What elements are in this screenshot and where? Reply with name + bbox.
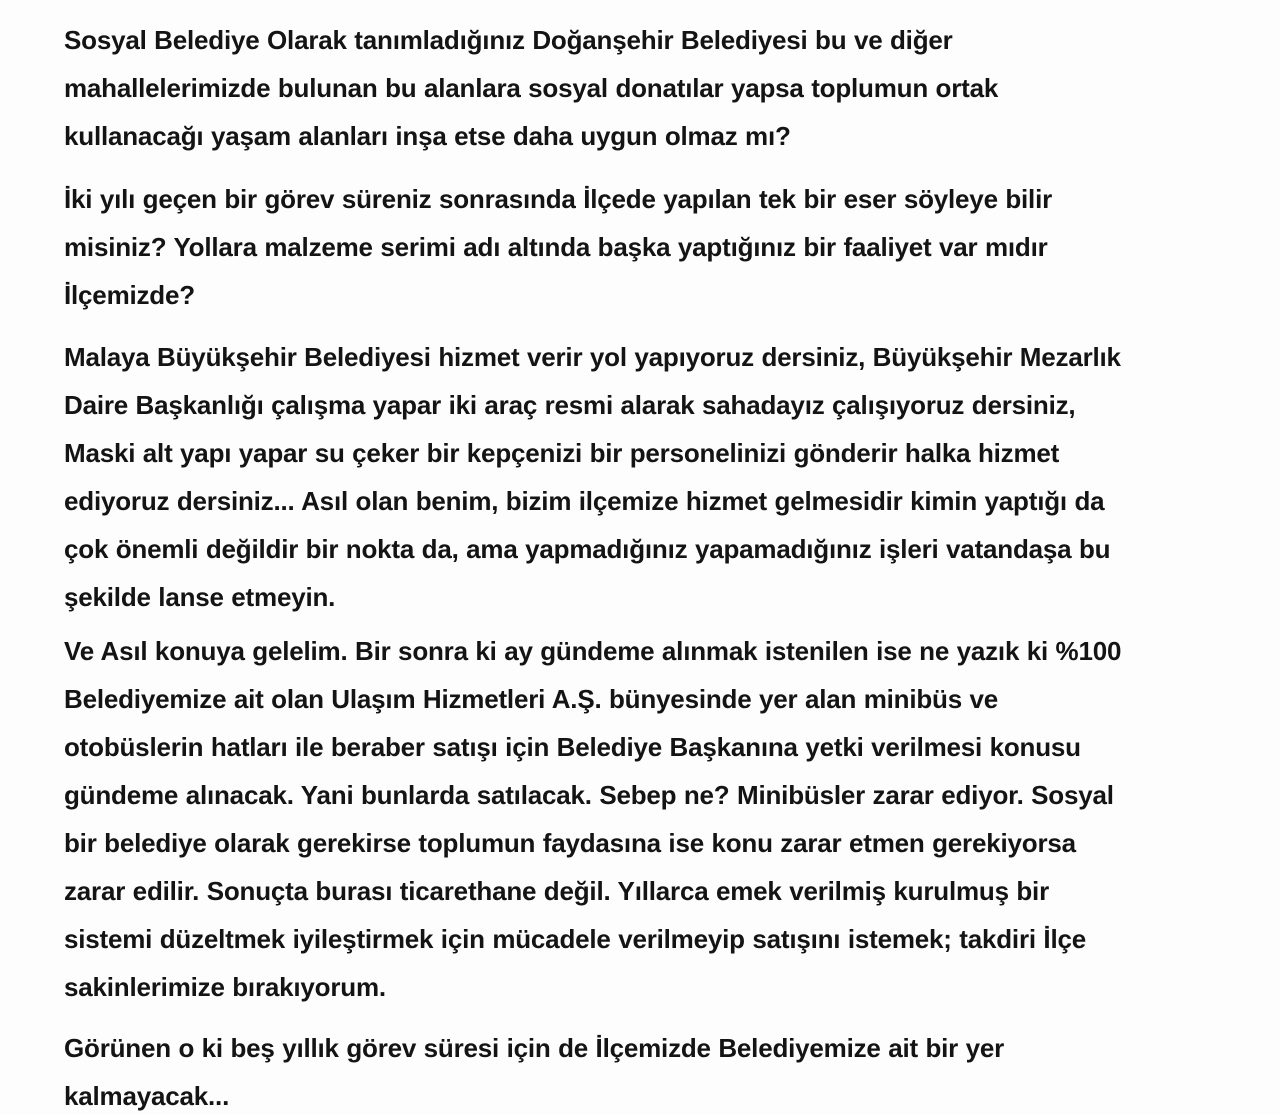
text-line: Belediyemize ait olan Ulaşım Hizmetleri A.Ş. bünyesinde yer alan minibüs ve: [64, 684, 999, 714]
paragraph-conclusion: [64, 1024, 1004, 1120]
text-line: gündeme alınacak. Yani bunlarda satılacak. Sebep ne? Minibüsler zarar ediyor. Sosyal: [64, 780, 1114, 810]
text-line: çok önemli değildir bir nokta da, ama yapmadığınız yapamadığınız işleri vatandaşa bu: [64, 534, 1111, 564]
text-line: sakinlerimize bırakıyorum.: [64, 972, 386, 1002]
paragraph-social-municipality: [64, 16, 998, 160]
text-line: Ve Asıl konuya gelelim. Bir sonra ki ay gündeme alınmak istenilen ise ne yazık ki %100: [64, 636, 1122, 666]
text-line: otobüslerin hatları ile beraber satışı için Belediye Başkanına yetki verilmesi konusu: [64, 732, 1081, 762]
text-line: kalmayacak...: [64, 1081, 230, 1111]
text-line: Görünen o ki beş yıllık görev süresi için de İlçemizde Belediyemize ait bir yer: [64, 1033, 1005, 1063]
text-line: misiniz? Yollara malzeme serimi adı altında başka yaptığınız bir faaliyet var mıdır: [64, 232, 1048, 262]
paragraph-two-year-term: [64, 175, 1052, 319]
paragraph-metropolitan-services: [64, 333, 1121, 621]
paragraph-transport-sale: [64, 627, 1121, 1011]
text-line: İlçemizde?: [64, 280, 195, 310]
text-line: İki yılı geçen bir görev süreniz sonrasında İlçede yapılan tek bir eser söyleye bilir: [64, 184, 1053, 214]
text-line: Daire Başkanlığı çalışma yapar iki araç resmi alarak sahadayız çalışıyoruz dersiniz,: [64, 390, 1076, 420]
text-line: kullanacağı yaşam alanları inşa etse daha uygun olmaz mı?: [64, 121, 791, 151]
text-line: sistemi düzeltmek iyileştirmek için mücadele verilmeyip satışını istemek; takdiri İlçe: [64, 924, 1086, 954]
text-line: Maski alt yapı yapar su çeker bir kepçenizi bir personelinizi gönderir halka hizmet: [64, 438, 1060, 468]
text-line: zarar edilir. Sonuçta burası ticarethane değil. Yıllarca emek verilmiş kurulmuş bir: [64, 876, 1049, 906]
text-line: Sosyal Belediye Olarak tanımladığınız Doğanşehir Belediyesi bu ve diğer: [64, 25, 953, 55]
text-line: şekilde lanse etmeyin.: [64, 582, 336, 612]
text-line: ediyoruz dersiniz... Asıl olan benim, bizim ilçemize hizmet gelmesidir kimin yaptığı da: [64, 486, 1105, 516]
text-line: Malaya Büyükşehir Belediyesi hizmet verir yol yapıyoruz dersiniz, Büyükşehir Mezarlık: [64, 342, 1121, 372]
text-line: bir belediye olarak gerekirse toplumun faydasına ise konu zarar etmen gerekiyorsa: [64, 828, 1076, 858]
text-line: mahallelerimizde bulunan bu alanlara sosyal donatılar yapsa toplumun ortak: [64, 73, 999, 103]
